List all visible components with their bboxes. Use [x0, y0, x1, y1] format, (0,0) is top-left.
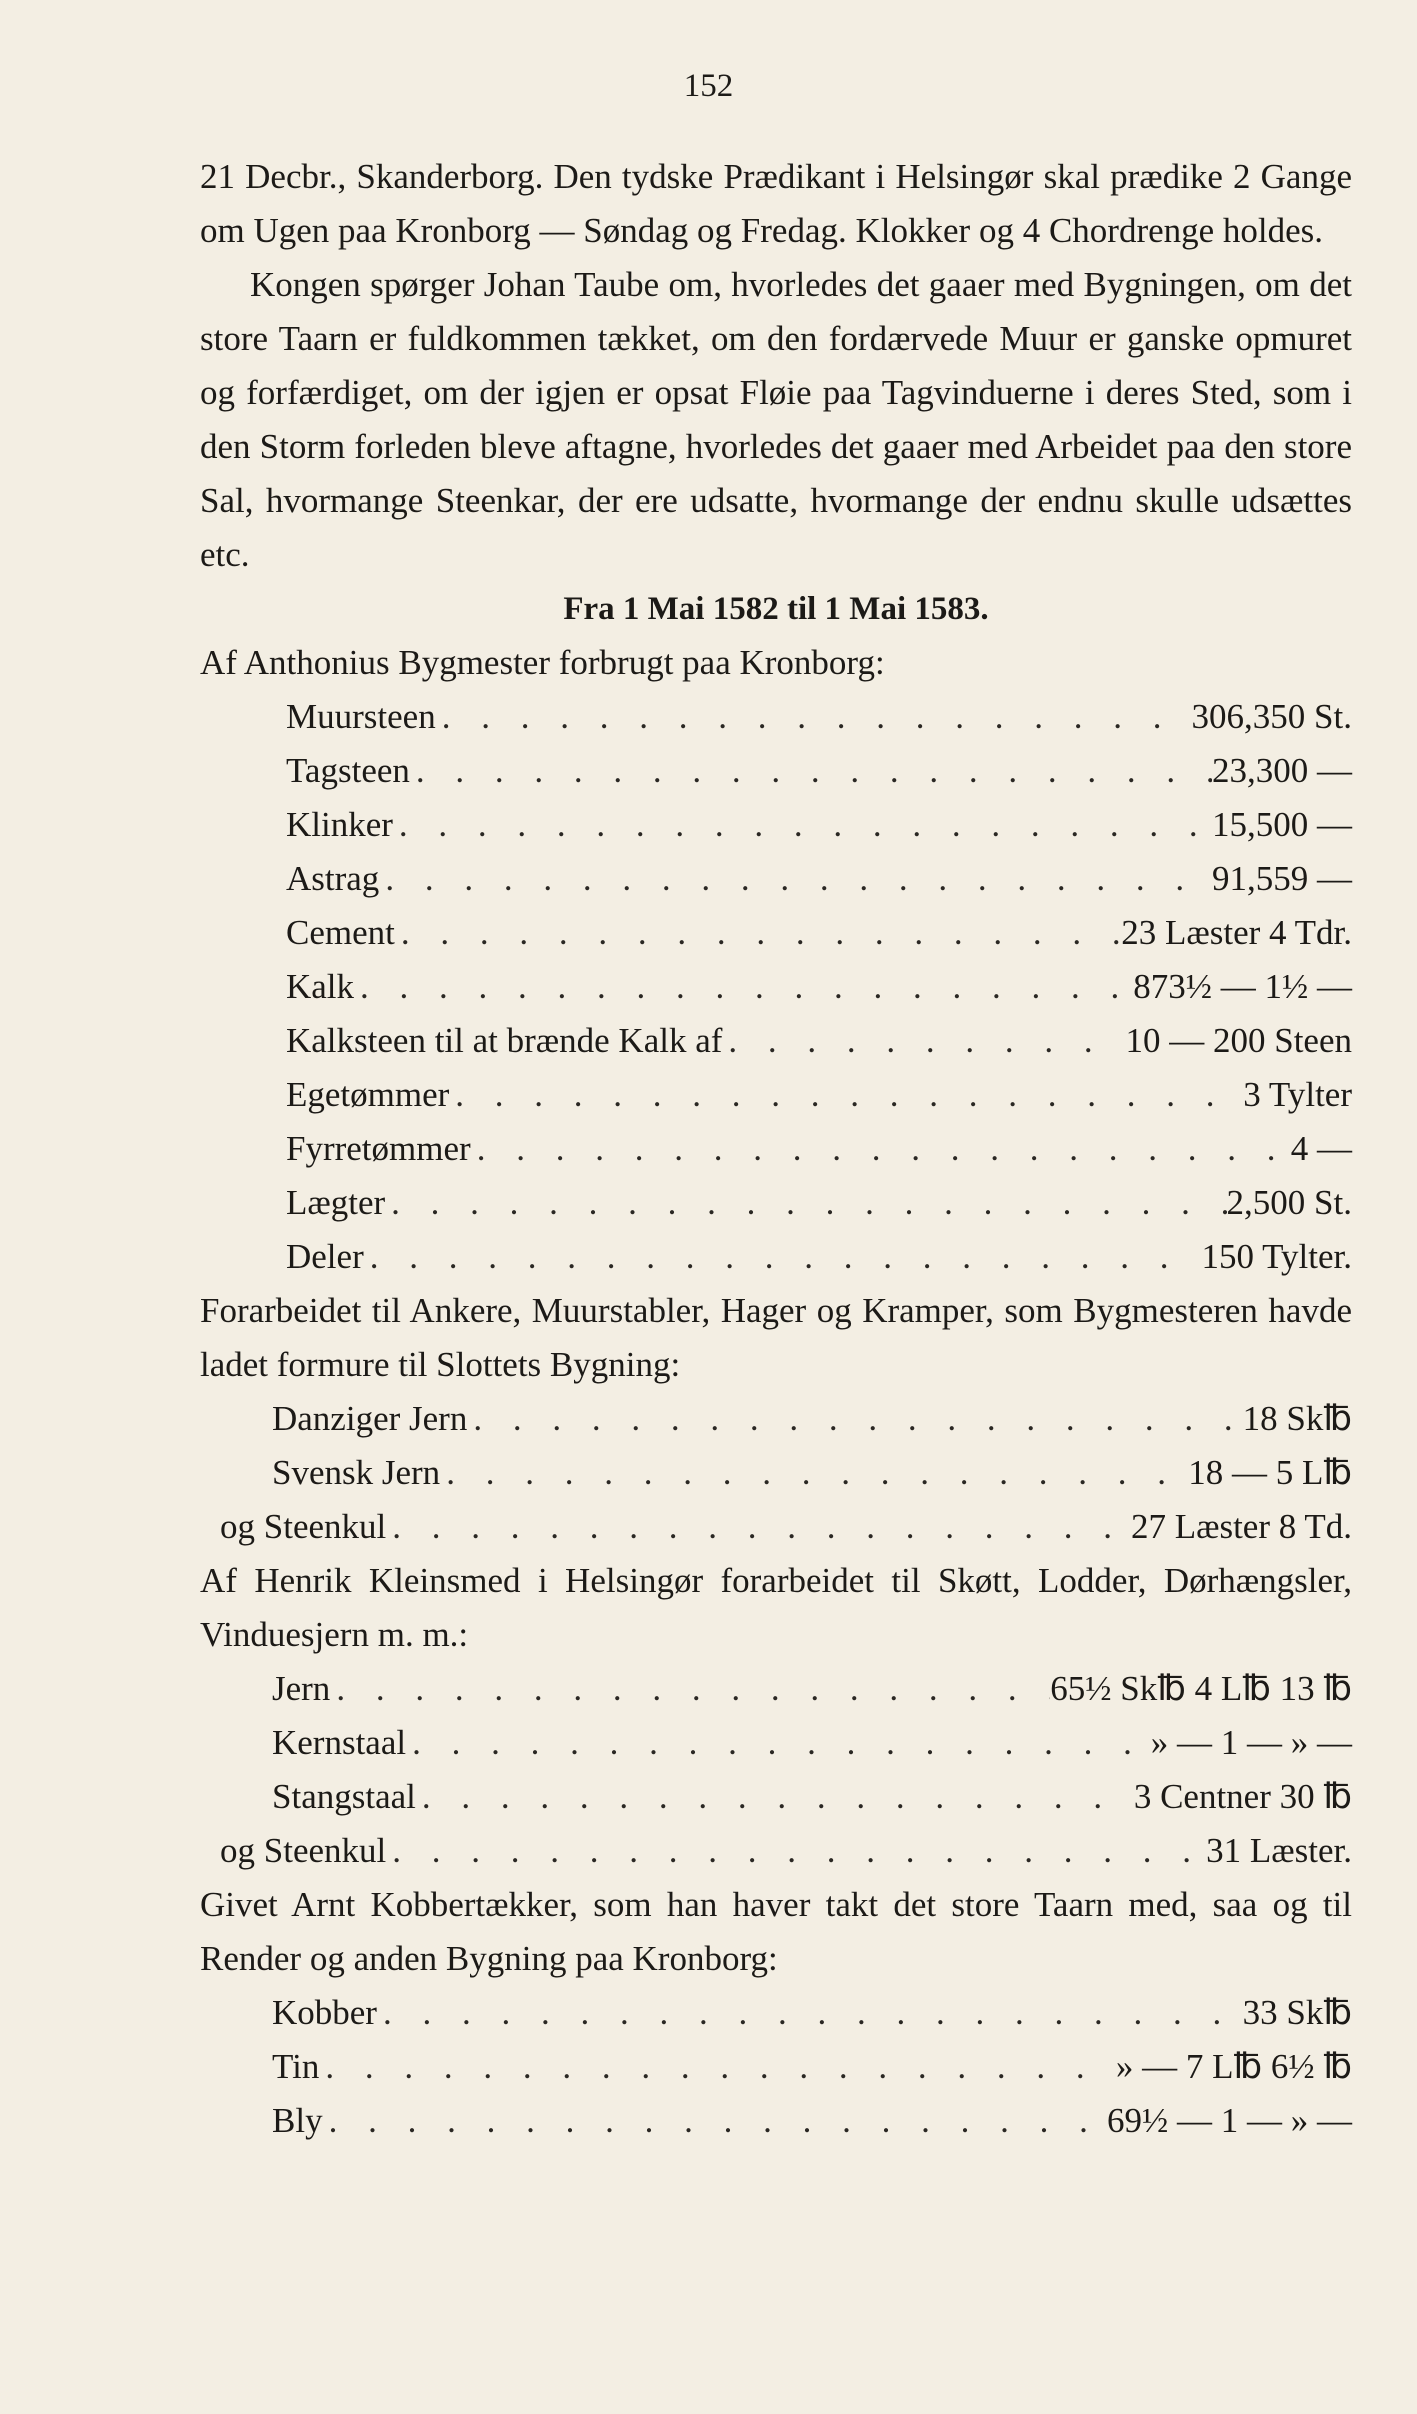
- list-item: [200, 1122, 1352, 1176]
- list-item: [200, 798, 1352, 852]
- list-item: [200, 1770, 1352, 1824]
- item-value: 65½ Sk℔ 4 L℔ 13 ℔: [1050, 1669, 1352, 1708]
- item-value: » — 7 L℔ 6½ ℔: [1115, 2047, 1352, 2086]
- item-label: Danziger Jern: [272, 1399, 468, 1438]
- item-value: 306,350 St.: [1191, 697, 1352, 736]
- item-value: 3 Tylter: [1243, 1075, 1352, 1114]
- item-value: 31 Læster.: [1206, 1831, 1352, 1870]
- paragraph-decree: 21 Decbr., Skanderborg. Den tydske Prædikant i Helsingør skal prædike 2 Gange om Ugen paa Kronborg — Søndag og Fredag. Klokker og 4 Chordrenge holdes.: [200, 157, 1352, 250]
- list-item: [200, 1446, 1352, 1500]
- list-item: [200, 852, 1352, 906]
- section2-intro: Forarbeidet til Ankere, Muurstabler, Hager og Kramper, som Bygmesteren havde ladet formure til Slottets Bygning:: [200, 1291, 1352, 1384]
- list-item: [200, 1500, 1352, 1554]
- item-label: Kobber: [272, 1993, 377, 2032]
- section1-intro: Af Anthonius Bygmester forbrugt paa Kronborg:: [200, 643, 885, 682]
- item-label: Kalksteen til at brænde Kalk af: [286, 1021, 723, 1060]
- section3-intro: Af Henrik Kleinsmed i Helsingør forarbeidet til Skøtt, Lodder, Dørhængsler, Vinduesjern m. m.:: [200, 1561, 1352, 1654]
- list-item: [200, 1176, 1352, 1230]
- item-value: 873½ — 1½ —: [1133, 967, 1352, 1006]
- item-label: og Steenkul: [220, 1507, 387, 1546]
- item-label: Lægter: [286, 1183, 386, 1222]
- item-label: Klinker: [286, 805, 393, 844]
- item-label: og Steenkul: [220, 1831, 387, 1870]
- list-item: [200, 744, 1352, 798]
- item-label: Tagsteen: [286, 751, 410, 790]
- item-label: Stangstaal: [272, 1777, 416, 1816]
- item-value: 4 —: [1290, 1129, 1352, 1168]
- item-value: 150 Tylter.: [1201, 1237, 1352, 1276]
- item-label: Bly: [272, 2101, 323, 2140]
- item-label: Svensk Jern: [272, 1453, 441, 1492]
- item-label: Fyrretømmer: [286, 1129, 471, 1168]
- section2-list: [200, 1392, 1352, 1554]
- item-value: 23,300 —: [1212, 751, 1352, 790]
- item-label: Jern: [272, 1669, 331, 1708]
- list-item: [200, 1068, 1352, 1122]
- item-label: Deler: [286, 1237, 364, 1276]
- section4-list: [200, 1986, 1352, 2148]
- list-item: [200, 1986, 1352, 2040]
- paragraph-king-inquiry: Kongen spørger Johan Taube om, hvorledes det gaaer med Bygningen, om det store Taarn er fuldkommen tækket, om den fordærvede Muur er ganske opmuret og forfærdiget, om der igjen er opsat Fløie paa Tagvinduerne i deres Sted, som i den Storm forleden bleve aftagne, hvorledes det gaaer med Arbeidet paa den store Sal, hvormange Steenkar, der ere udsatte, hvormange der endnu skulle udsættes etc.: [200, 265, 1352, 574]
- item-label: Egetømmer: [286, 1075, 450, 1114]
- item-value: 27 Læster 8 Td.: [1130, 1507, 1352, 1546]
- list-item: [200, 1824, 1352, 1878]
- item-value: 69½ — 1 — » —: [1107, 2101, 1352, 2140]
- list-item: [200, 1716, 1352, 1770]
- list-item: [200, 1662, 1352, 1716]
- section-heading: Fra 1 Mai 1582 til 1 Mai 1583.: [563, 591, 989, 627]
- list-item: [200, 1392, 1352, 1446]
- list-item: [200, 1014, 1352, 1068]
- item-value: 10 — 200 Steen: [1125, 1021, 1352, 1060]
- item-label: Muursteen: [286, 697, 436, 736]
- item-label: Cement: [286, 913, 395, 952]
- item-value: 33 Sk℔: [1242, 1993, 1352, 2032]
- list-item: [200, 906, 1352, 960]
- section4-intro: Givet Arnt Kobbertækker, som han haver takt det store Taarn med, saa og til Render og anden Bygning paa Kronborg:: [200, 1885, 1352, 1978]
- page-number: 152: [683, 68, 734, 104]
- list-item: [200, 960, 1352, 1014]
- list-item: [200, 690, 1352, 744]
- item-label: Kernstaal: [272, 1723, 407, 1762]
- item-label: Astrag: [286, 859, 380, 898]
- item-value: 15,500 —: [1212, 805, 1352, 844]
- item-value: 91,559 —: [1212, 859, 1352, 898]
- section1-list: [200, 690, 1352, 1284]
- item-value: » — 1 — » —: [1150, 1723, 1352, 1762]
- item-label: Tin: [272, 2047, 320, 2086]
- list-item: [200, 2094, 1352, 2148]
- item-value: 2,500 St.: [1226, 1183, 1352, 1222]
- item-value: 23 Læster 4 Tdr.: [1121, 913, 1352, 952]
- section3-list: [200, 1662, 1352, 1878]
- item-value: 18 Sk℔: [1242, 1399, 1352, 1438]
- list-item: [200, 2040, 1352, 2094]
- list-item: [200, 1230, 1352, 1284]
- item-value: 3 Centner 30 ℔: [1133, 1777, 1352, 1816]
- item-value: 18 — 5 L℔: [1188, 1453, 1352, 1492]
- item-label: Kalk: [286, 967, 355, 1006]
- text-column: [200, 150, 1352, 2148]
